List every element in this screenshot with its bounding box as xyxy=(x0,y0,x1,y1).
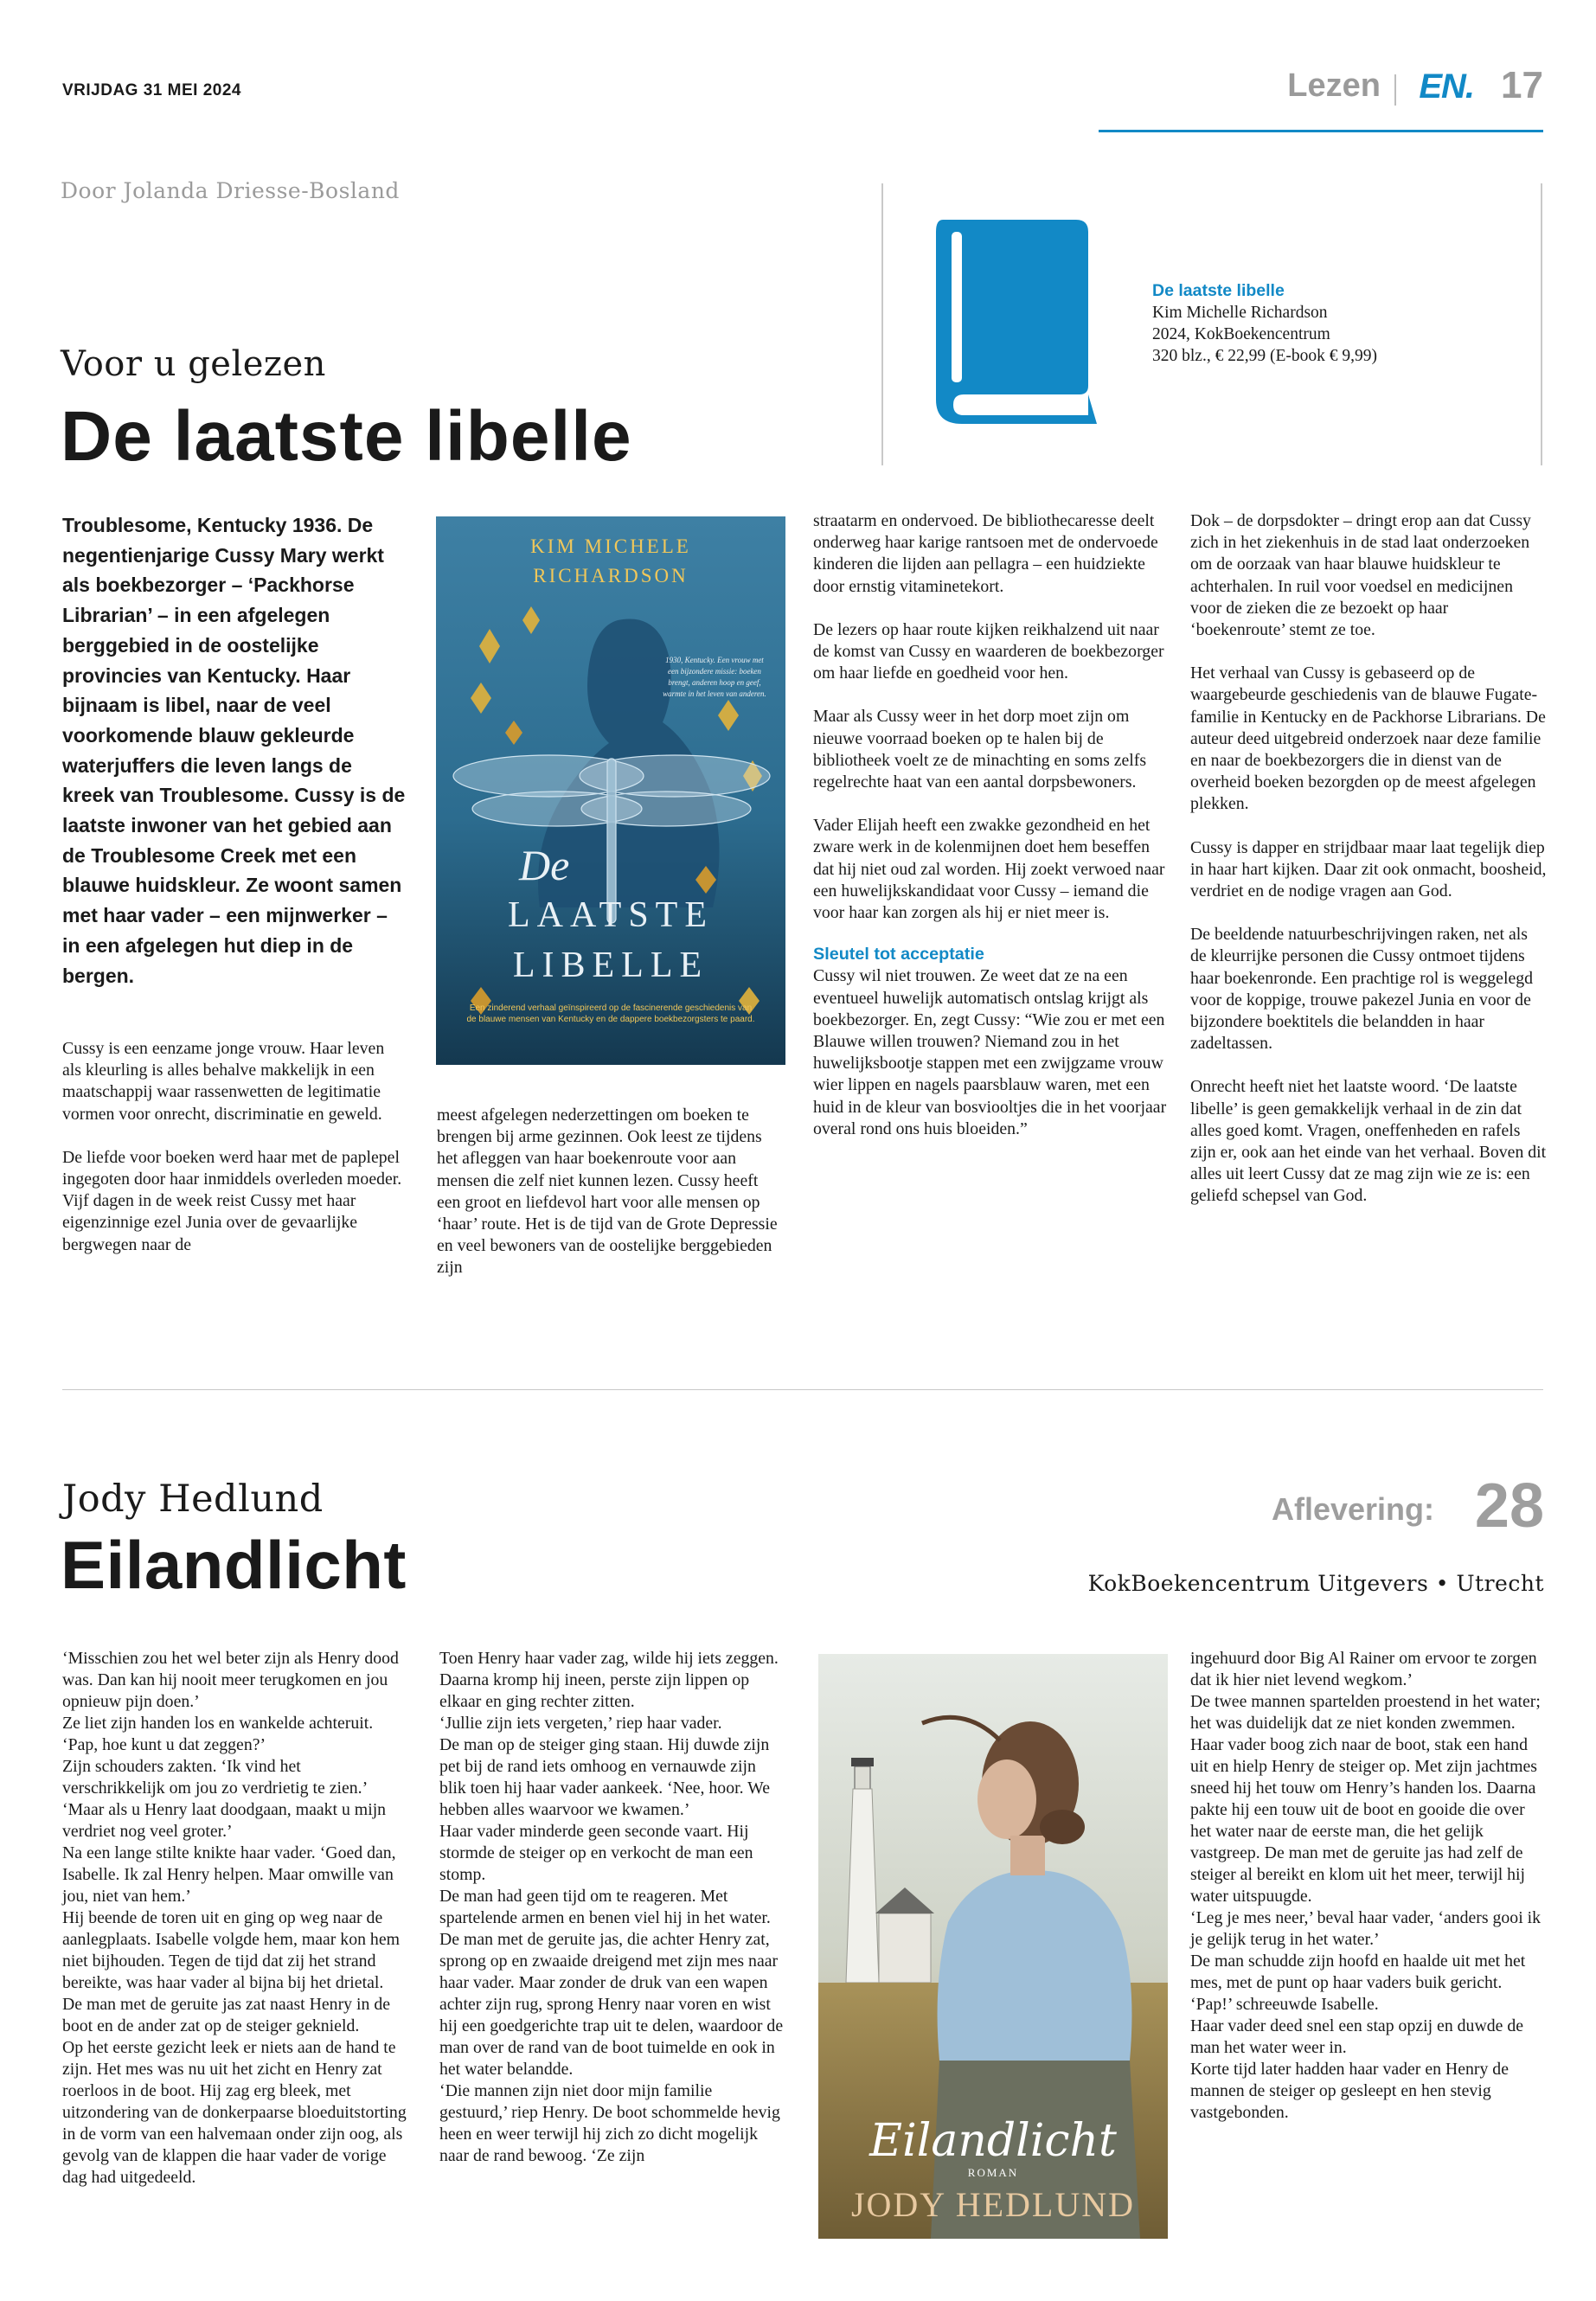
cover-title-libelle: LIBELLE xyxy=(512,945,709,985)
episode-number: 28 xyxy=(1474,1471,1544,1541)
paragraph: straatarm en ondervoed. De bibliothecaresse deelt onderweg haar karige rantsoen met de ondervoede kinderen die lijden aan pellagra – een huidziekte door ernstig vitaminetekort. xyxy=(813,511,1158,596)
paragraph: Zijn schouders zakten. ‘Ik vind het verschrikkelijk om jou zo verdrietig te zien.’ xyxy=(62,1757,369,1798)
paragraph: ‘Leg je mes neer,’ beval haar vader, ‘anders gooi ik je gelijk terug in het water.’ xyxy=(1190,1908,1542,1949)
serial-column-2 xyxy=(439,1648,784,2167)
cover-author-line1: KIM MICHELE xyxy=(530,535,691,557)
paragraph: De man schudde zijn hoofd en haalde uit met het mes, met de punt op haar vaders buik gericht. xyxy=(1190,1952,1526,1992)
page-header-right xyxy=(1099,64,1543,132)
serial-author: Jody Hedlund xyxy=(62,1477,324,1521)
paragraph: Korte tijd later hadden haar vader en Henry de mannen de steiger op gesleept en hen stevig vastgebonden. xyxy=(1190,2060,1509,2122)
paragraph: De man had geen tijd om te reageren. Met spartelende armen en benen viel hij in het water. xyxy=(439,1887,771,1927)
cover-title-laatste: LAATSTE xyxy=(508,895,714,935)
paragraph: Cussy is dapper en strijdbaar maar laat tegelijk diep in haar hart kijken. Daar zit ook onmacht, boosheid, verdriet en de nodige vragen aan God. xyxy=(1190,837,1547,901)
paragraph: ‘Jullie zijn iets vergeten,’ riep haar vader. xyxy=(439,1714,722,1733)
book-cover-eilandlicht xyxy=(818,1654,1168,2239)
cover2-author: JODY HEDLUND xyxy=(850,2185,1136,2224)
newspaper-logo: EN. xyxy=(1419,67,1474,106)
byline: Door Jolanda Driesse-Bosland xyxy=(61,178,400,203)
paragraph: Cussy wil niet trouwen. Ze weet dat ze na een eventueel huwelijk automatisch ontslag krijgt als boekbezorger. En, zegt Cussy: “Wie zou er met een Blauwe willen trouwen? Niemand zou in het huwelijksbootje stappen met een zwijgzame vrouw wier lippen en nagels paarsblauw waren, met een huid in de kleur van bosviooltjes die in het voorjaar overal rond ons huis bloeiden.” xyxy=(813,966,1167,1138)
paragraph: De liefde voor boeken werd haar met de paplepel ingegoten door haar inmiddels overleden moeder. Vijf dagen in de week reist Cussy met haar eigenzinnige ezel Junia over de gevaarlijke bergwegen naar de xyxy=(62,1147,402,1254)
serial-column-1 xyxy=(62,1648,407,2189)
article-column-1 xyxy=(62,1038,405,1278)
paragraph: ‘Misschien zou het wel beter zijn als Henry dood was. Dan kan hij nooit meer terugkomen en jou opnieuw pijn doen.’ xyxy=(62,1649,399,1711)
article-column-2 xyxy=(437,1105,783,1301)
paragraph: Ze liet zijn handen los en wankelde achteruit. ‘Pap, hoe kunt u dat zeggen?’ xyxy=(62,1714,374,1754)
paragraph: ingehuurd door Big Al Rainer om ervoor te zorgen dat ik hier niet levend wegkom.’ xyxy=(1190,1649,1537,1689)
paragraph: Dok – de dorpsdokter – dringt erop aan dat Cussy zich in het ziekenhuis in de stad laat onderzoeken om de oorzaak van haar blauwe huidskleur te achterhalen. In ruil voor voedsel en medicijnen voor de zieken die ze bezoekt op haar ‘boekenroute’ stemt ze toe. xyxy=(1190,511,1531,640)
section-divider xyxy=(62,1389,1543,1390)
paragraph: meest afgelegen nederzettingen om boeken te brengen bij arme gezinnen. Ook leest ze tijdens het afleggen van haar boekenroute voor aan mensen die zelf niet kunnen lezen. Cussy heeft een groot en liefdevol hart voor alle mensen op ‘haar’ route. Het is de tijd van de Grote Depressie en veel bewoners van de oostelijke berggebieden zijn xyxy=(437,1106,778,1278)
info-price: 320 blz., € 22,99 (E-book € 9,99) xyxy=(1152,347,1377,365)
cover-blurb: 1930, Kentucky. Een vrouw met een bijzondere missie: boeken brengt, anderen hoop en geef, warmte in het leven van anderen. xyxy=(663,656,766,698)
paragraph: De twee mannen spartelden proestend in het water; het was duidelijk dat ze niet konden zwemmen. xyxy=(1190,1692,1541,1733)
paragraph: Haar vader minderde geen seconde vaart. Hij stormde de steiger op en verkocht de man een stomp. xyxy=(439,1822,753,1884)
kicker: Voor u gelezen xyxy=(61,344,326,384)
article-column-4 xyxy=(1190,510,1547,1229)
info-title: De laatste libelle xyxy=(1152,281,1285,300)
serial-publisher: KokBoekencentrum Uitgevers • Utrecht xyxy=(1087,1571,1544,1596)
info-publisher: 2024, KokBoekencentrum xyxy=(1152,325,1330,343)
paragraph: Maar als Cussy weer in het dorp moet zijn om nieuwe voorraad boeken op te halen bij de bibliotheek voelt ze de minachting en soms zelfs regelrechte haat van een aantal dorpsbewoners. xyxy=(813,707,1147,792)
paragraph: De beeldende natuurbeschrijvingen raken, net als de kleurrijke personen die Cussy ontmoet tijdens haar boekenronde. Een prachtige rol is weggelegd voor de koppige, trouwe pakezel Junia en voor de bijzondere boektitels die belandden in haar zadeltassen. xyxy=(1190,925,1534,1054)
paragraph: Vader Elijah heeft een zwakke gezondheid en het zware werk in de kolenmijnen doet hem beseffen dat hij niet oud zal worden. Hij zoekt verwoed naar een huwelijkskandidaat voor Cussy – iemand die voor haar kan zorgen als hij er niet meer is. xyxy=(813,816,1165,923)
divider-vertical xyxy=(881,183,883,465)
paragraph: Het verhaal van Cussy is gebaseerd op de waargebeurde geschiedenis van de blauwe Fugate-familie in Kentucky en de Packhorse Librarians. De auteur deed uitgebreid onderzoek naar deze familie en naar de boekbezorgers die in dienst van de overheid boeken bezorgden op de meest afgelegen plekken. xyxy=(1190,663,1546,814)
paragraph: De lezers op haar route kijken reikhalzend uit naar de komst van Cussy en waarderen de boekbezorger om haar liefde en goedheid voor hen. xyxy=(813,619,1164,683)
paragraph: Haar vader deed snel een stap opzij en duwde de man het water weer in. xyxy=(1190,2016,1524,2057)
paragraph: Haar vader boog zich naar de boot, stak een hand uit en hielp Henry de steiger op. Met zijn jachtmes sneed hij het touw om Henry’s handen los. Daarna pakte hij een touw uit de boot en gooide die over het water naar de eerste man, die het gelijk vastgreep. De man met de geruite jas had zelf de steiger al bereikt en klom uit het meer, terwijl hij water uitspuugde. xyxy=(1190,1735,1538,1906)
serial-title: Eilandlicht xyxy=(61,1527,407,1603)
cover-tagline: Een zinderend verhaal geïnspireerd op de fascinerende geschiedenis van de blauwe mensen van Kentucky en de dappere boekbezorgsters te paard. xyxy=(466,1003,755,1024)
paragraph: ‘Pap!’ schreeuwde Isabelle. xyxy=(1190,1995,1379,2014)
article-title: De laatste libelle xyxy=(61,397,632,476)
paragraph: ‘Die mannen zijn niet door mijn familie gestuurd,’ riep Henry. De boot schommelde hevig heen en weer terwijl hij zich zo dicht mogelijk naar de rand bewoog. ‘Ze zijn xyxy=(439,2081,780,2165)
paragraph: Cussy is een eenzame jonge vrouw. Haar leven als kleurling is alles behalve makkelijk in een maatschappij waar rassenwetten de legitimatie vormen voor onrecht, discriminatie en geweld. xyxy=(62,1039,385,1124)
page-number: 17 xyxy=(1501,64,1543,106)
paragraph: Onrecht heeft niet het laatste woord. ‘De laatste libelle’ is geen gemakkelijk verhaal in de zin dat alles goed komt. Vragen, oneffenheden en rafels zijn er, ook aan het einde van het verhaal. Boven dit alles uit leert Cussy dat ze mag zijn wie ze is: een geliefd schepsel van God. xyxy=(1190,1077,1547,1206)
section-label: Lezen xyxy=(1287,67,1381,104)
paragraph: Hij beende de toren uit en ging op weg naar de aanlegplaats. Isabelle volgde hem, maar kon hem niet bijhouden. Tegen de tijd dat zij het strand bereikte, was haar vader al bijna bij het drietal. De man met de geruite jas zat naast Henry in de boot en de ander zat op de steiger geknield. xyxy=(62,1908,400,2035)
page-date: VRIJDAG 31 MEI 2024 xyxy=(62,81,241,99)
subheading: Sleutel tot acceptatie xyxy=(813,945,984,965)
paragraph: De man op de steiger ging staan. Hij duwde zijn pet bij de rand iets omhoog en vernauwde zijn blik toen hij haar vader aankeek. ‘Nee, hoor. We hebben alles waarvoor we kwamen.’ xyxy=(439,1735,770,1819)
cover-author-line2: RICHARDSON xyxy=(533,565,689,586)
info-author: Kim Michelle Richardson xyxy=(1152,304,1328,322)
cover-title-de: De xyxy=(519,841,570,889)
paragraph: Op het eerste gezicht leek er niets aan de hand te zijn. Het mes was nu uit het zicht en Henry zat roerloos in de boot. Hij zag erg bleek, met uitzondering van de donkerpaarse bloeduitstorting in de vorm van een halvemaan onder zijn oog, als gevolg van de klappen die haar vader de vorige dag had uitgedeeld. xyxy=(62,2038,407,2187)
book-cover-de-laatste-libelle xyxy=(436,516,785,1065)
divider-vertical xyxy=(1541,183,1542,465)
episode-label: Aflevering: xyxy=(1271,1491,1434,1527)
paragraph: De man met de geruite jas, die achter Henry zat, sprong op en zwaaide dreigend met zijn mes naar haar vader. Maar zonder de druk van een wapen achter zijn rug, sprong Henry naar voren en wist hij een goedgerichte trap uit te delen, waardoor de man over de rand van de boot tuimelde en ook in het water belandde. xyxy=(439,1930,784,2079)
cover-tagline-box xyxy=(465,1003,756,1054)
serial-column-3 xyxy=(1190,1648,1547,2124)
book-info xyxy=(1152,280,1498,367)
paragraph: Toen Henry haar vader zag, wilde hij iets zeggen. Daarna kromp hij ineen, perste zijn lippen op elkaar en ging rechter zitten. xyxy=(439,1649,779,1711)
cover-blurb-box xyxy=(663,655,766,750)
cover2-title: Eilandlicht xyxy=(869,2115,1117,2167)
cover2-subtitle: ROMAN xyxy=(967,2166,1019,2179)
header-separator xyxy=(1394,74,1396,106)
article-column-3 xyxy=(813,510,1170,1162)
paragraph: ‘Maar als u Henry laat doodgaan, maakt u mijn verdriet nog veel groter.’ xyxy=(62,1800,387,1841)
paragraph: Na een lange stilte knikte haar vader. ‘Goed dan, Isabelle. Ik zal Henry helpen. Maar omwille van jou, niet van hem.’ xyxy=(62,1843,396,1906)
article-intro: Troublesome, Kentucky 1936. De negentienjarige Cussy Mary werkt als boekbezorger – ‘Packhorse Librarian’ – in een afgelegen berggebied in de oostelijke provincies van Kentucky. Haar bijnaam is libel, naar de veel voorkomende blauw gekleurde waterjuffers die leven langs de kreek van Troublesome. Cussy is de laatste inwoner van het gebied aan de Troublesome Creek met een blauwe huidskleur. Ze woont samen met haar vader – een mijnwerker – in een afgelegen hut diep in de bergen. xyxy=(62,514,406,987)
book-icon xyxy=(927,216,1100,427)
